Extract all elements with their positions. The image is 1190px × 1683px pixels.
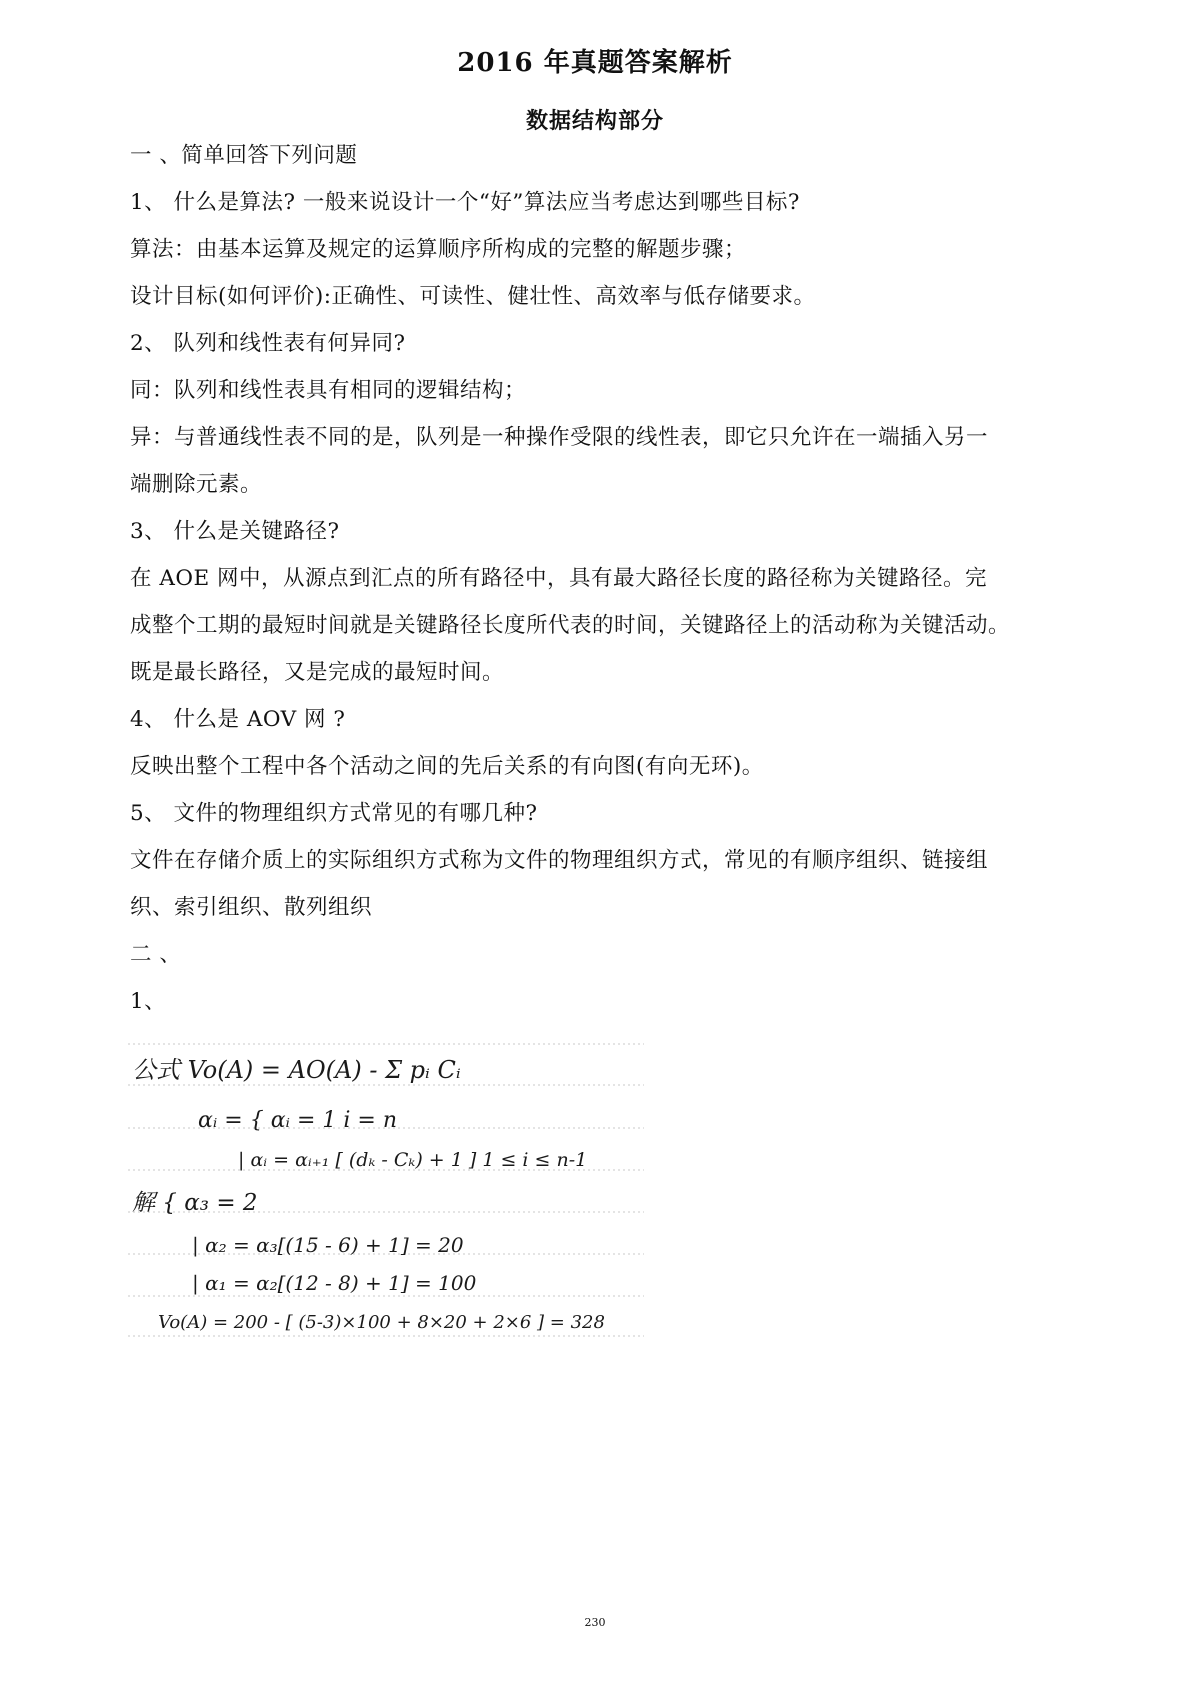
answer-2-line-1: 同：队列和线性表具有相同的逻辑结构； [130,378,527,403]
handwriting-row-5: | α₂ = α₃[(15 - 6) + 1] = 20 [192,1233,464,1257]
question-4: 4、 什么是 AOV 网 ? [130,707,346,732]
answer-1-line-1: 算法：由基本运算及规定的运算顺序所构成的完整的解题步骤； [130,237,747,262]
answer-1-line-2: 设计目标(如何评价):正确性、可读性、健壮性、高效率与低存储要求。 [130,284,816,309]
question-1: 1、 什么是算法? 一般来说设计一个“好”算法应当考虑达到哪些目标? [130,190,800,215]
handwriting-row-3: | αᵢ = αᵢ₊₁ [ (dₖ - Cₖ) + 1 ] 1 ≤ i ≤ n-1 [238,1149,588,1171]
answer-3-line-3: 既是最长路径，又是完成的最短时间。 [130,660,505,685]
answer-2-line-3: 端删除元素。 [130,472,263,497]
answer-5-line-1: 文件在存储介质上的实际组织方式称为文件的物理组织方式，常见的有顺序组织、链接组 [130,848,989,873]
item-1-label: 1、 [130,989,167,1014]
page-title: 2016 年真题答案解析 [457,48,733,78]
section-heading-1: 一 、简单回答下列问题 [130,143,358,168]
handwriting-row-1: 公式 Vo(A) = AO(A) - Σ pᵢ Cᵢ [132,1056,461,1084]
handwritten-solution-scan [128,1030,644,1342]
section-subtitle: 数据结构部分 [525,108,664,134]
handwriting-row-4: 解 { α₃ = 2 [132,1190,258,1216]
page-number: 230 [584,1616,606,1629]
question-3: 3、 什么是关键路径? [130,519,340,544]
question-2: 2、 队列和线性表有何异同? [130,331,406,356]
answer-3-line-1: 在 AOE 网中，从源点到汇点的所有路径中，具有最大路径长度的路径称为关键路径。完 [130,566,988,591]
answer-5-line-2: 织、索引组织、散列组织 [130,895,373,920]
answer-3-line-2: 成整个工期的最短时间就是关键路径长度所代表的时间，关键路径上的活动称为关键活动。 [130,613,1011,638]
handwriting-row-6: | α₁ = α₂[(12 - 8) + 1] = 100 [192,1271,477,1295]
handwriting-row-2: αᵢ = { αᵢ = 1 i = n [198,1108,398,1133]
answer-2-line-2: 异：与普通线性表不同的是，队列是一种操作受限的线性表，即它只允许在一端插入另一 [130,425,989,450]
question-5: 5、 文件的物理组织方式常见的有哪几种? [130,801,538,826]
handwriting-row-7: Vo(A) = 200 - [ (5-3)×100 + 8×20 + 2×6 ] = 328 [158,1312,605,1333]
section-heading-2: 二 、 [130,942,182,967]
answer-4: 反映出整个工程中各个活动之间的先后关系的有向图(有向无环)。 [130,754,764,779]
